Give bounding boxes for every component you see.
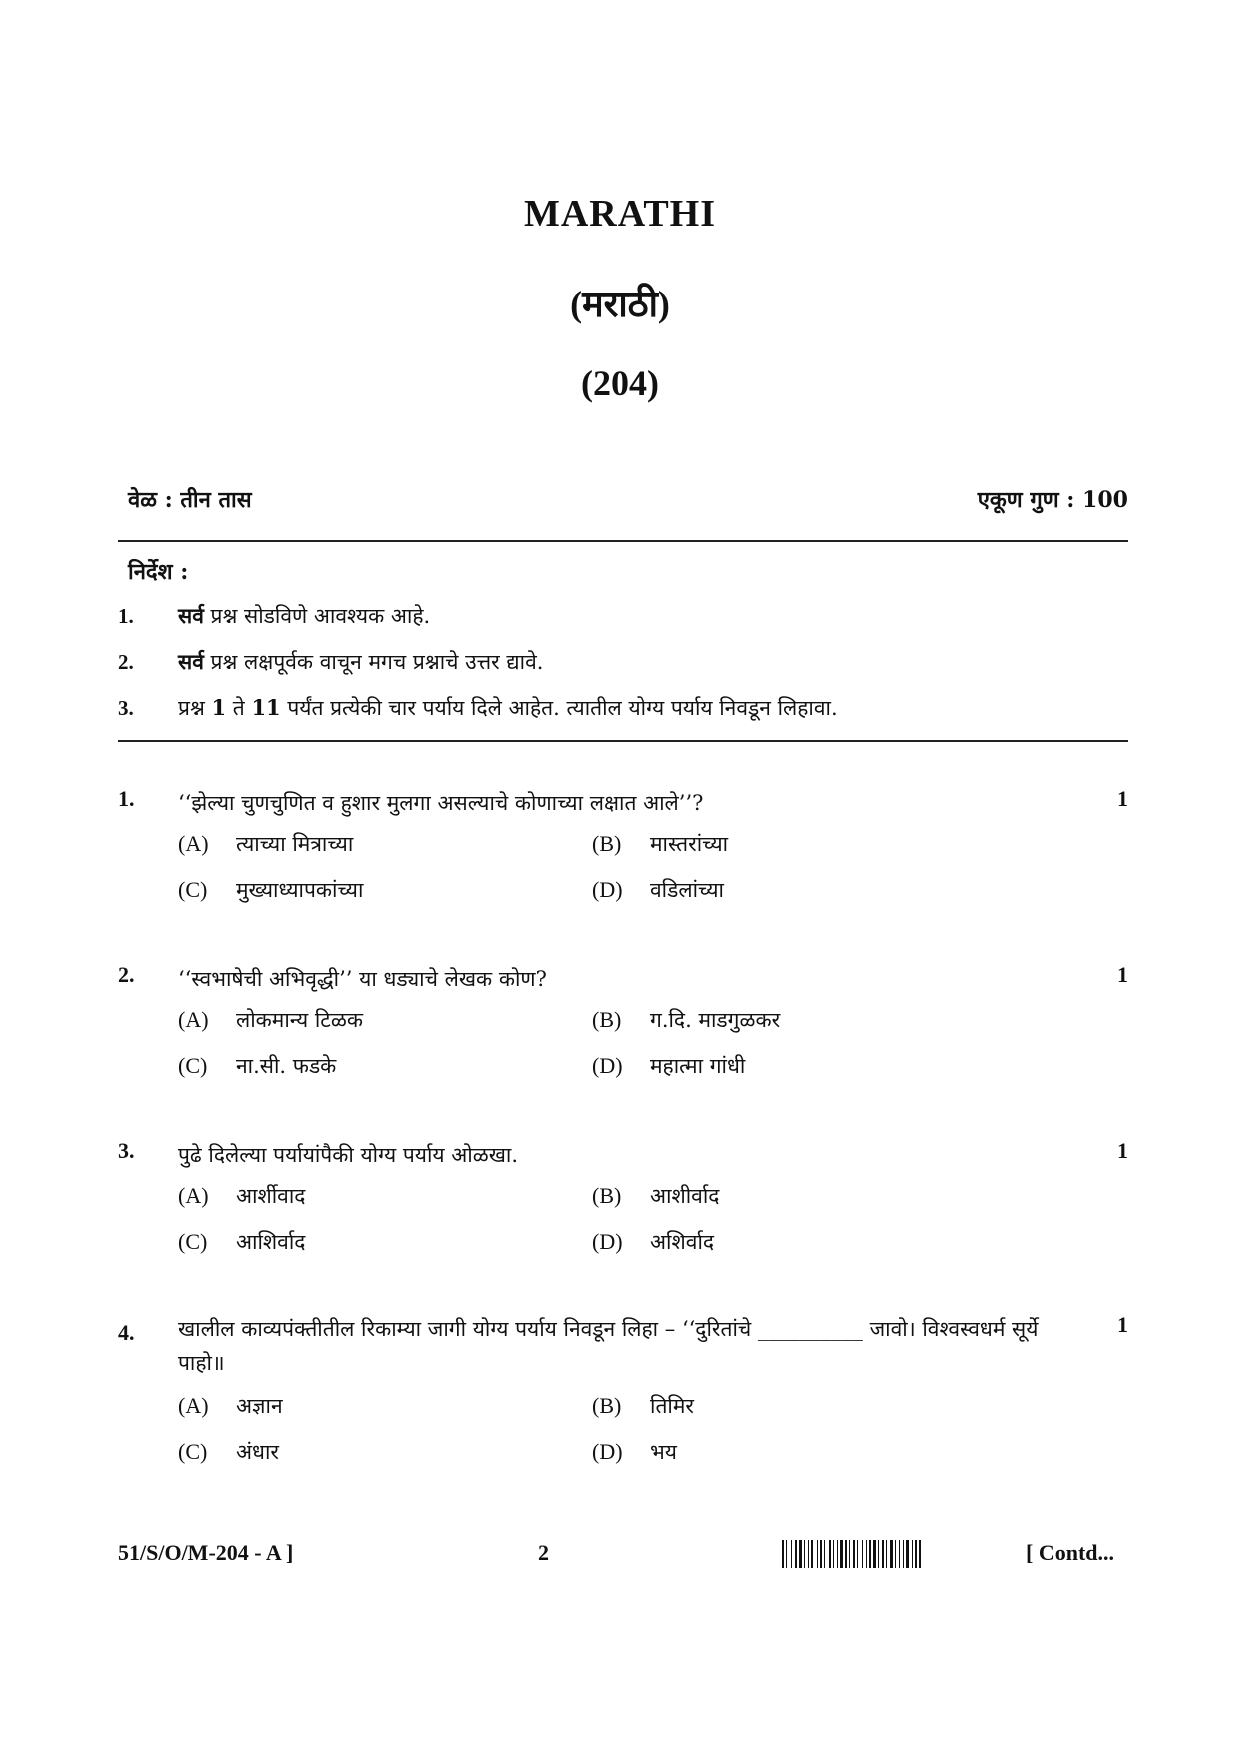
option-a[interactable]: (A) त्याच्या मित्राच्या	[178, 831, 354, 856]
option-b[interactable]: (B) ग.दि. माडगुळकर	[592, 1007, 781, 1032]
page-number: 2	[538, 1540, 549, 1565]
instruction-text: पर्यंत प्रत्येकी चार पर्याय दिले आहेत. त्यातील योग्य पर्याय निवडून लिहावा.	[280, 696, 838, 720]
barcode-icon	[782, 1540, 1022, 1568]
option-b[interactable]: (B) मास्तरांच्या	[592, 831, 729, 856]
instructions-heading: निर्देश :	[128, 559, 189, 585]
subject-code: (204)	[581, 363, 659, 403]
option-a[interactable]: (A) अज्ञान	[178, 1393, 283, 1418]
time-allowed: वेळ : तीन तास	[128, 487, 252, 513]
paper-code: 51/S/O/M-204 - A ]	[118, 1540, 294, 1565]
option-c[interactable]: (C) आशिर्वाद	[178, 1229, 306, 1254]
question-text: खालील काव्यपंक्तीतील रिकाम्या जागी योग्य पर्याय निवडून लिहा – ‘‘दुरितांचे __________ जावो। विश्वस्वधर्म सूर्ये पाहो॥	[178, 1317, 1039, 1375]
instruction-item	[118, 694, 838, 722]
question-text: ‘‘स्वभाषेची अभिवृद्धी’’ या धड्याचे लेखक कोण?	[178, 967, 547, 991]
instruction-emphasis: 1	[211, 695, 227, 720]
option-a[interactable]: (A) आर्शीवाद	[178, 1183, 306, 1208]
instruction-emphasis: 11	[251, 695, 281, 720]
instruction-item	[118, 602, 430, 630]
question-marks: 1	[1117, 1312, 1128, 1337]
option-d[interactable]: (D) भय	[592, 1439, 677, 1464]
option-d[interactable]: (D) वडिलांच्या	[592, 877, 724, 902]
instruction-number: 2.	[118, 650, 134, 674]
option-a[interactable]: (A) लोकमान्य टिळक	[178, 1007, 363, 1032]
option-b[interactable]: (B) तिमिर	[592, 1393, 694, 1418]
instruction-emphasis: सर्व	[178, 649, 204, 674]
question-marks: 1	[1117, 1138, 1128, 1163]
question-number: 1.	[118, 786, 135, 811]
instruction-emphasis: सर्व	[178, 603, 204, 628]
question-number: 4.	[118, 1320, 135, 1345]
continued-label: [ Contd...	[1026, 1540, 1115, 1565]
option-c[interactable]: (C) मुख्याध्यापकांच्या	[178, 877, 364, 902]
option-c[interactable]: (C) ना.सी. फडके	[178, 1053, 337, 1078]
total-marks: एकूण गुण : 100	[977, 487, 1128, 513]
divider-bottom	[118, 740, 1128, 742]
option-b[interactable]: (B) आशीर्वाद	[592, 1183, 720, 1208]
instruction-text: प्रश्न लक्षपूर्वक वाचून मगच प्रश्नाचे उत्तर द्यावे.	[203, 650, 544, 674]
subject-title-english: MARATHI	[523, 193, 717, 235]
instruction-text: प्रश्न सोडविणे आवश्यक आहे.	[203, 604, 431, 628]
question-text: ‘‘झेल्या चुणचुणित व हुशार मुलगा असल्याचे कोणाच्या लक्षात आले’’?	[178, 791, 704, 815]
option-c[interactable]: (C) अंधार	[178, 1439, 279, 1464]
question-number: 3.	[118, 1138, 135, 1163]
instruction-text-mid: ते	[226, 696, 252, 720]
instruction-text-pre: प्रश्न	[178, 696, 212, 720]
instruction-number: 3.	[118, 696, 134, 720]
question-marks: 1	[1117, 786, 1128, 811]
subject-title-marathi: (मराठी)	[570, 284, 670, 324]
divider-top	[118, 540, 1128, 542]
instruction-item	[118, 648, 543, 676]
question-number: 2.	[118, 962, 135, 987]
option-d[interactable]: (D) महात्मा गांधी	[592, 1053, 746, 1078]
question-text: पुढे दिलेल्या पर्यायांपैकी योग्य पर्याय ओळखा.	[178, 1143, 518, 1167]
option-d[interactable]: (D) अशिर्वाद	[592, 1229, 715, 1254]
instruction-number: 1.	[118, 604, 134, 628]
question-marks: 1	[1117, 962, 1128, 987]
